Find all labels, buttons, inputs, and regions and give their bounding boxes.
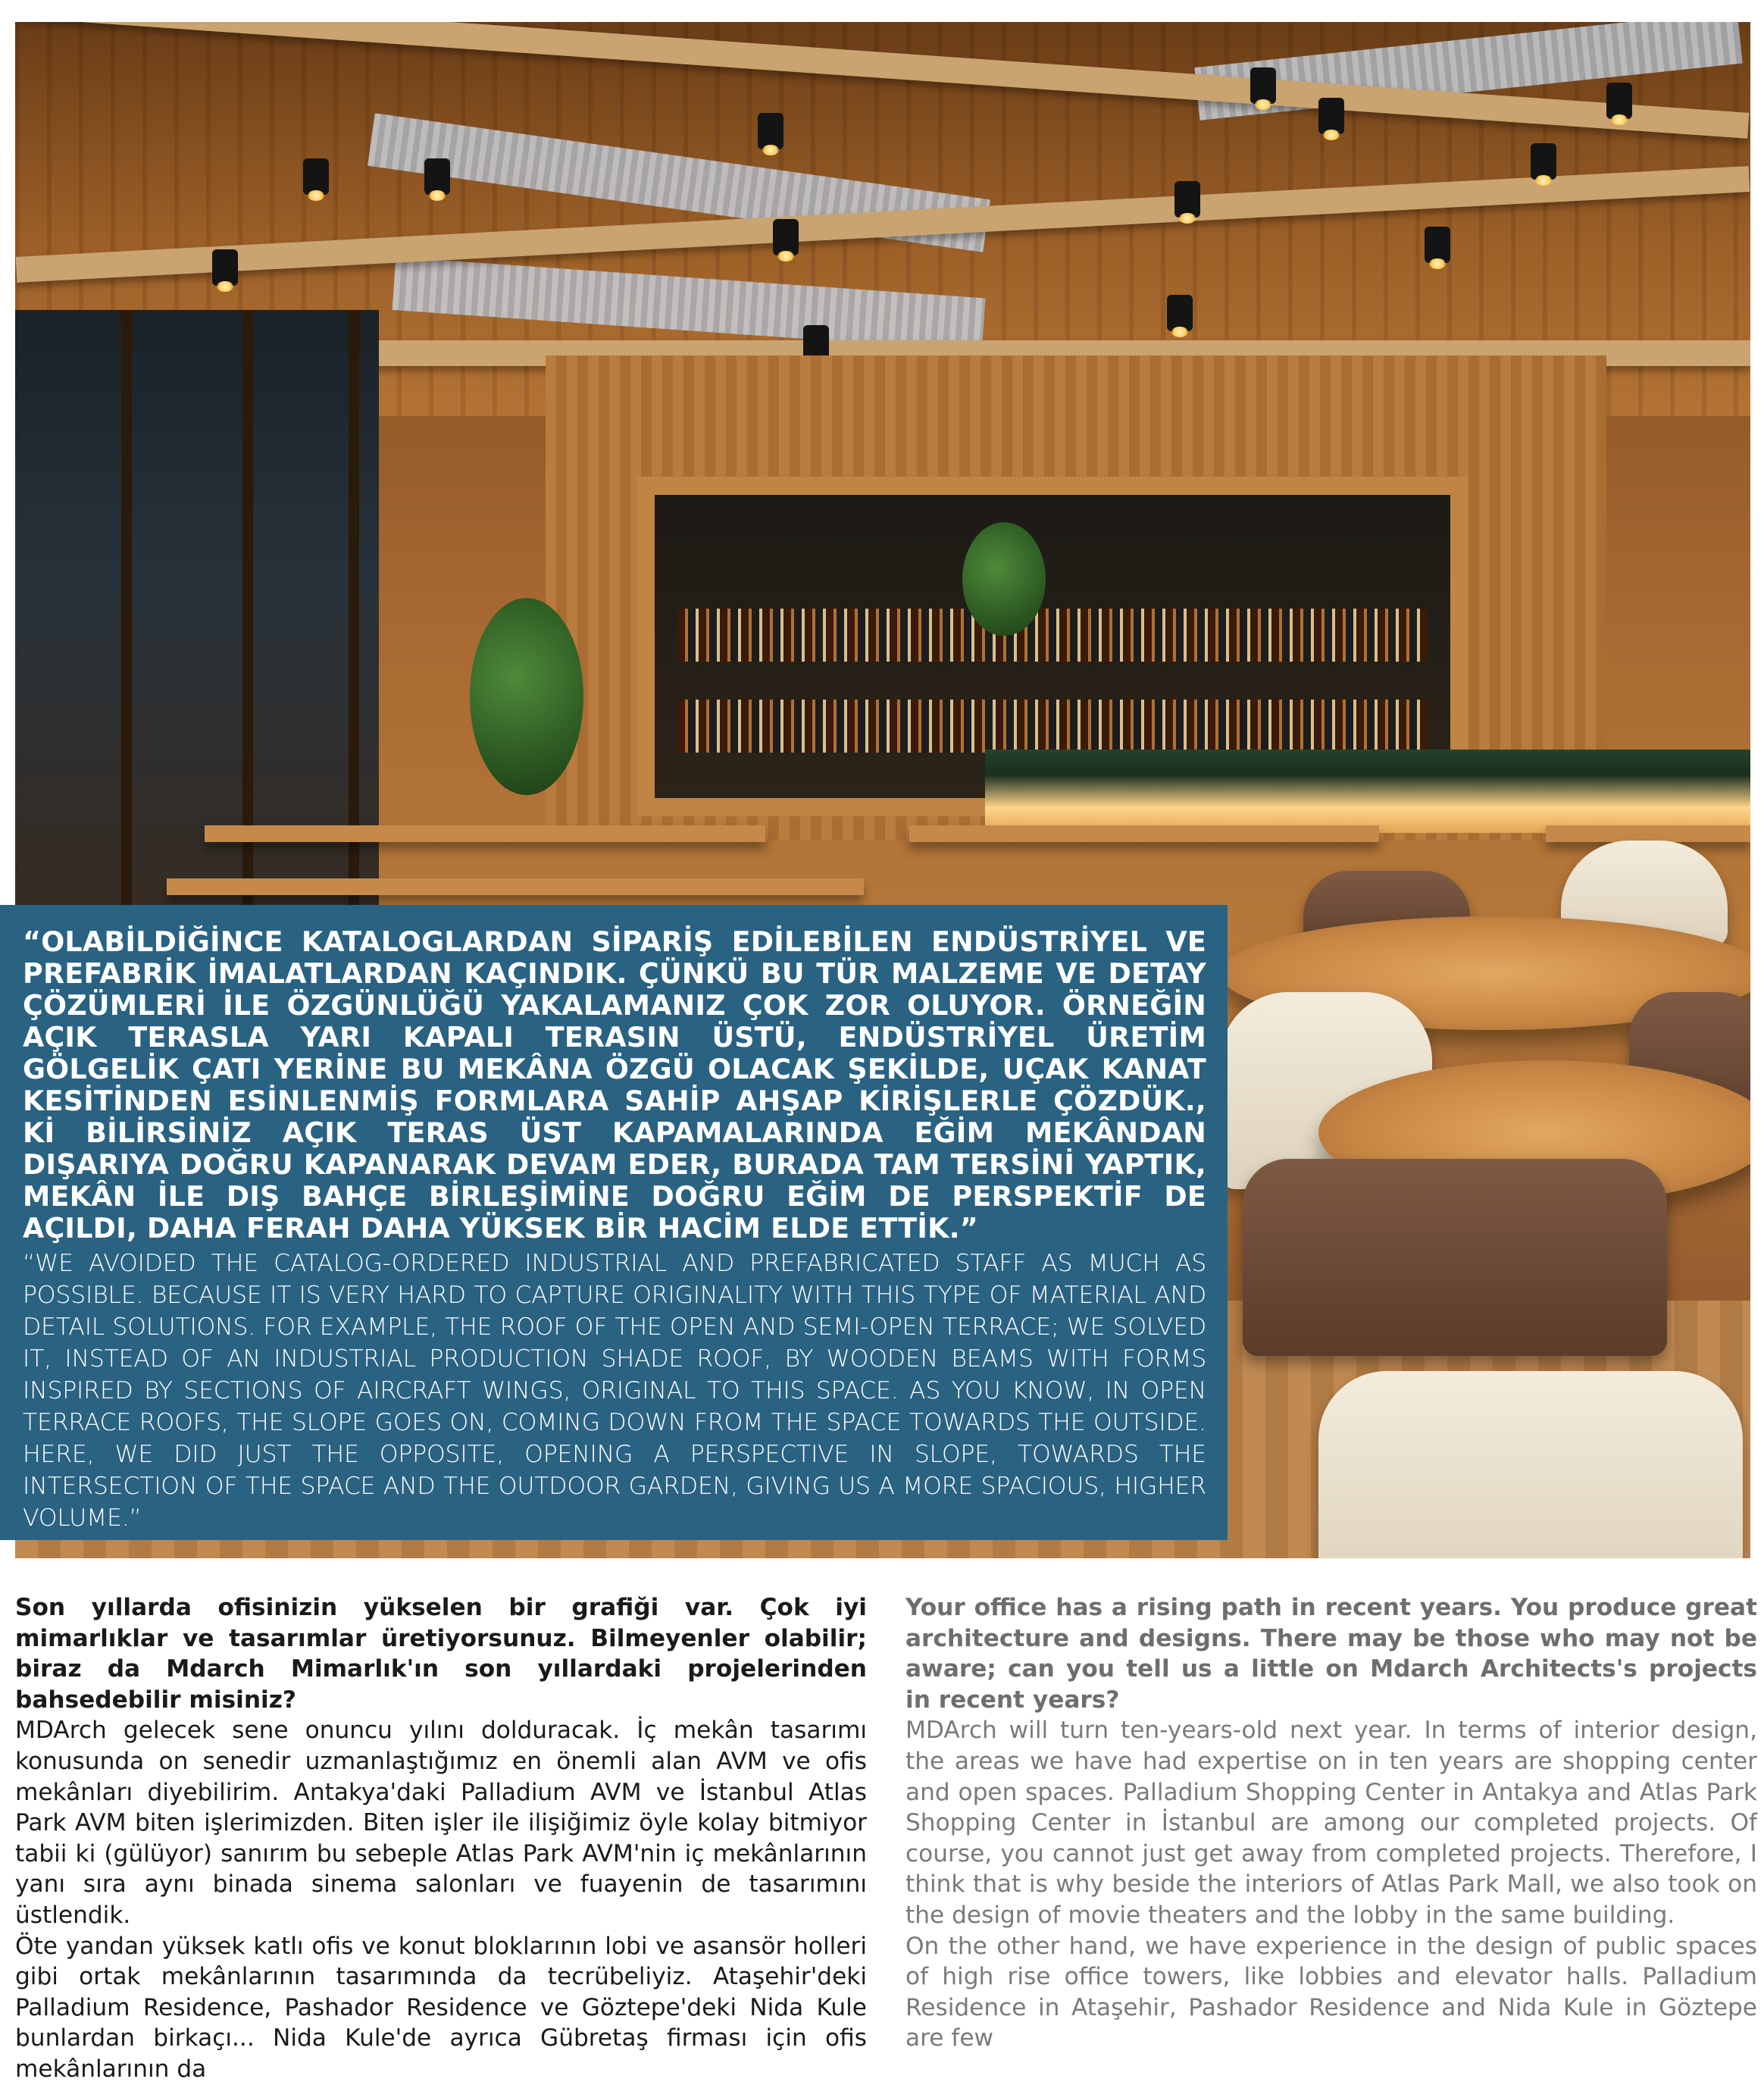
spotlight bbox=[1531, 143, 1556, 180]
spotlight bbox=[1318, 98, 1344, 134]
interview-question: Your office has a rising path in recent years. You produce great architecture and designs. There may be those who may not be aware; can you tell us a little on Mdarch Architects's projects in recent years? bbox=[905, 1594, 1757, 1714]
spotlight bbox=[424, 158, 450, 195]
spotlight bbox=[1425, 227, 1450, 263]
spotlight bbox=[303, 158, 329, 195]
interview-question: Son yıllarda ofisinizin yükselen bir grafiği var. Çok iyi mimarlıklar ve tasarımlar üretiyorsunuz. Bilmeyenler olabilir; biraz da Mdarch Mimarlık'ın son yıllardaki projelerinden bahsedebilir misiniz? bbox=[15, 1594, 867, 1714]
answer-paragraph: MDArch gelecek sene onuncu yılını dolduracak. İç mekân tasarımı konusunda on senedir uzmanlaştığımız en önemli alan AVM ve ofis mekânları diyebilirim. Antakya'daki Palladium AVM ve İstanbul Atlas Park AVM biten işlerimizden. Biten işler ile ilişiğimiz öyle kolay bitmiyor tabii ki (gülüyor) sanırım bu sebeple Atlas Park AVM'nin iç mekânlarının yanı sıra aynı binada sinema salonları ve fuayenin de tasarımını üstlendik. bbox=[15, 1717, 867, 1929]
bar-counter bbox=[985, 750, 1750, 833]
bottle-shelf bbox=[677, 700, 1428, 753]
spotlight bbox=[773, 219, 799, 255]
armchair bbox=[1243, 1159, 1667, 1356]
spotlight bbox=[1167, 295, 1193, 331]
spotlight bbox=[1174, 181, 1200, 218]
dining-table bbox=[205, 825, 765, 842]
dining-table bbox=[167, 878, 864, 895]
dining-table bbox=[909, 825, 1379, 842]
pull-quote-box bbox=[0, 905, 1228, 1540]
potted-tree bbox=[470, 598, 583, 795]
article-column-turkish bbox=[15, 1592, 867, 2085]
spotlight bbox=[212, 249, 238, 286]
pull-quote-english: “WE AVOIDED THE CATALOG-ORDERED INDUSTRIAL AND PREFABRICATED STAFF AS MUCH AS POSSIBLE. BECAUSE IT IS VERY HARD TO CAPTURE ORIGINALITY WITH THIS TYPE OF MATERIAL AND DETAIL SOLUTIONS. FOR EXAMPLE, THE ROOF OF THE OPEN AND SEMI-OPEN TERRACE; WE SOLVED IT, INSTEAD OF AN INDUSTRIAL PRODUCTION SHADE ROOF, BY WOODEN BEAMS WITH FORMS INSPIRED BY SECTIONS OF AIRCRAFT WINGS, ORIGINAL TO THIS SPACE. AS YOU KNOW, IN OPEN TERRACE ROOFS, THE SLOPE GOES ON, COMING DOWN FROM THE SPACE TOWARDS THE OUTSIDE. HERE, WE DID JUST THE OPPOSITE, OPENING A PERSPECTIVE IN SLOPE, TOWARDS THE INTERSECTION OF THE SPACE AND THE OUTDOOR GARDEN, GIVING US A MORE SPACIOUS, HIGHER VOLUME.” bbox=[23, 1250, 1206, 1532]
answer-paragraph: MDArch will turn ten-years-old next year. In terms of interior design, the areas we have had expertise on in ten years are shopping center and open spaces. Palladium Shopping Center in Antakya and Atlas Park Shopping Center in İstanbul are among our completed projects. Of course, you cannot just get away from completed projects. Therefore, I think that is why beside the interiors of Atlas Park Mall, we also took on the design of movie theaters and the lobby in the same building. bbox=[905, 1717, 1757, 1929]
answer-paragraph: Öte yandan yüksek katlı ofis ve konut bloklarının lobi ve asansör holleri gibi ortak mekânlarının tasarımında da tecrübeliyiz. Ataşehir'deki Palladium Residence, Pashador Residence ve Göztepe'deki Nida Kule bunlardan birkaçı... Nida Kule'de ayrıca Gübretaş firması için ofis mekânlarının da bbox=[15, 1932, 867, 2083]
bottle-shelf bbox=[677, 609, 1428, 662]
armchair bbox=[1318, 1371, 1743, 1558]
dining-table bbox=[1546, 825, 1750, 842]
answer-paragraph: On the other hand, we have experience in the design of public spaces of high rise office towers, like lobbies and elevator halls. Palladium Residence in Ataşehir, Pashador Residence and Nida Kule in Göztepe are few bbox=[905, 1932, 1757, 2052]
orchid-plant bbox=[962, 522, 1046, 636]
article-column-english bbox=[905, 1592, 1757, 2054]
spotlight bbox=[758, 113, 783, 149]
spotlight bbox=[1606, 83, 1632, 119]
pull-quote-turkish: “OLABİLDİĞİNCE KATALOGLARDAN SİPARİŞ EDİLEBİLEN ENDÜSTRİYEL VE PREFABRİK İMALATLARDAN KAÇINDIK. ÇÜNKÜ BU TÜR MALZEME VE DETAY ÇÖZÜMLERİ İLE ÖZGÜNLÜĞÜ YAKALAMANIZ ÇOK ZOR OLUYOR. ÖRNEĞİN AÇIK TERASLA YARI KAPALI TERASIN ÜSTÜ, ENDÜSTRİYEL ÜRETİM GÖLGELİK ÇATI YERİNE BU MEKÂNA ÖZGÜ OLACAK ŞEKİLDE, UÇAK KANAT KESİTİNDEN ESİNLENMİŞ FORMLARA SAHİP AHŞAP KİRİŞLERLE ÇÖZDÜK., Kİ BİLİRSİNİZ AÇIK TERAS ÜST KAPAMALARINDA EĞİM MEKÂNDAN DIŞARIYA DOĞRU KAPANARAK DEVAM EDER, BURADA TAM TERSİNİ YAPTIK, MEKÂN İLE DIŞ BAHÇE BİRLEŞİMİNE DOĞRU EĞİM DE PERSPEKTİF DE AÇILDI, DAHA FERAH DAHA YÜKSEK BİR HACİM ELDE ETTİK.” bbox=[23, 925, 1206, 1244]
spotlight bbox=[1250, 67, 1276, 104]
